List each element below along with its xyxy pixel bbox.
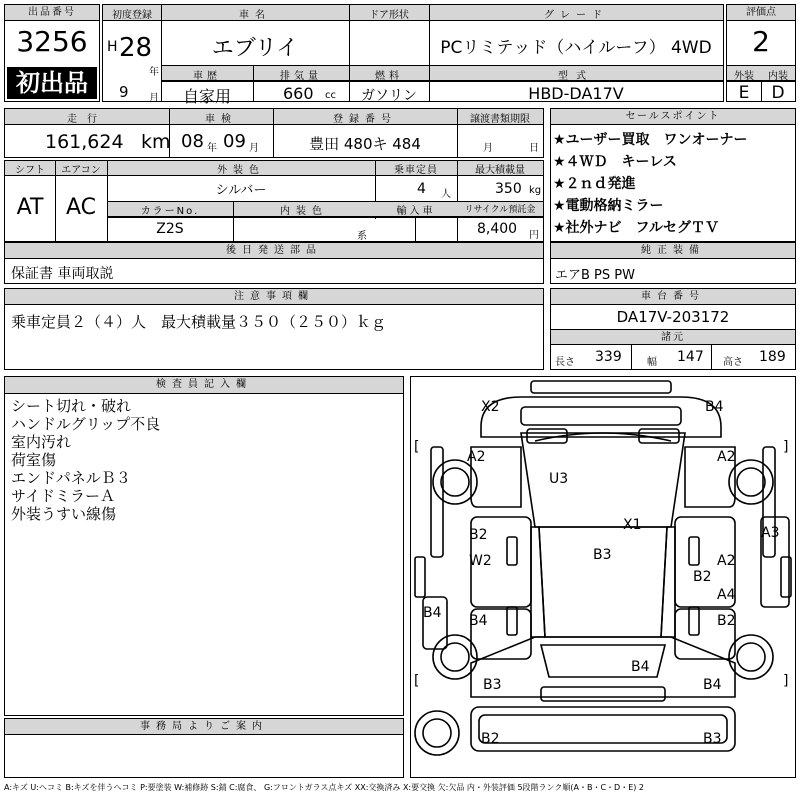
office-box — [4, 718, 404, 778]
aircon: AC — [65, 195, 97, 220]
plate-label: 登録番号 — [333, 114, 397, 125]
recycle: 8,400 — [477, 221, 518, 237]
damage-mark-a2: A2 — [717, 449, 736, 465]
chassis-box — [550, 288, 796, 370]
transfer-label: 譲渡書類期限 — [470, 114, 530, 125]
damage-mark-b4: B4 — [703, 677, 722, 693]
damage-mark-a2: A2 — [717, 553, 736, 569]
inspection-year-unit: 年 — [207, 143, 217, 154]
import-label: 輸入車 — [396, 206, 436, 217]
mileage-row — [4, 108, 544, 158]
damage-mark-a3: A3 — [761, 525, 780, 541]
shift-label: シフト — [15, 165, 45, 176]
aircon-label: エアコン — [61, 165, 101, 176]
first-reg-month-unit: 月 — [149, 93, 159, 104]
capacity-unit: 人 — [441, 189, 451, 200]
sales-points-label: セールスポイント — [551, 109, 795, 125]
inspection-month-unit: 月 — [249, 143, 259, 154]
equipment-box — [550, 242, 796, 284]
recycle-label: リサイクル預託金 — [464, 205, 536, 215]
exterior-label: 外装 — [734, 71, 754, 82]
damage-mark-x1: X1 — [623, 517, 642, 533]
mileage-label: 走行 — [67, 114, 107, 125]
model: HBD-DA17V — [528, 84, 624, 103]
inspector-line: サイドミラーＡ — [11, 487, 115, 505]
width: 147 — [677, 349, 704, 365]
sales-points-box — [550, 108, 796, 242]
first-reg-year-unit: 年 — [149, 67, 159, 78]
notes-box — [4, 288, 544, 370]
mileage: 161,624 — [45, 131, 124, 153]
damage-mark-b2: B2 — [481, 731, 500, 747]
damage-mark-b4: B4 — [631, 659, 650, 675]
damage-mark-w2: W2 — [469, 553, 492, 569]
ext-color: シルバー — [215, 183, 267, 198]
displacement-unit: cc — [325, 90, 336, 101]
plate: 豊田 480キ 484 — [309, 135, 421, 153]
transfer-day-unit: 日 — [529, 143, 539, 154]
max-load-unit: kg — [529, 185, 542, 196]
displacement-label: 排気量 — [280, 71, 322, 82]
fuel: ガソリン — [361, 88, 417, 104]
inspection-year: 08 — [181, 131, 204, 152]
history: 自家用 — [182, 87, 231, 106]
legend-text: A:キズ U:ヘコミ B:キズを伴うヘコミ P:要塗装 W:補修跡 S:錆 C:腐食、 G:フロントガラス点キズ XX:交換済み X:要交換 欠:欠品 内・外装評価 5段階ランク順(A・B・C・D・E) 2 — [4, 783, 645, 792]
later-parts: 保証書 車両取説 — [11, 266, 114, 282]
damage-mark-b4: B4 — [423, 605, 442, 621]
car-outline — [411, 377, 795, 777]
height-label: 高さ — [723, 357, 743, 368]
office-label: 事務局よりご案内 — [5, 719, 403, 735]
equipment-label: 純正装備 — [551, 243, 795, 259]
color-no-label: カラーNo. — [140, 206, 200, 217]
first-reg-month: 9 — [119, 83, 129, 101]
door-label: ドア形状 — [369, 10, 409, 21]
lot-number-box — [4, 4, 100, 102]
notes-label: 注意事項欄 — [5, 289, 543, 305]
model-label: 型式 — [558, 71, 594, 82]
capacity-label: 乗車定員 — [394, 165, 438, 176]
inspection-month: 09 — [223, 131, 246, 152]
interior-grade: D — [771, 83, 785, 103]
first-reg-label: 初度登録 — [112, 10, 152, 21]
sales-point-item: ★社外ナビ フルセグＴＶ — [553, 220, 719, 236]
fuel-label: 燃料 — [375, 71, 403, 82]
inspector-box — [4, 376, 404, 716]
damage-mark-u3: U3 — [549, 471, 569, 487]
inspector-line: 外装うすい線傷 — [11, 505, 117, 523]
height: 189 — [759, 349, 786, 365]
later-parts-box — [4, 242, 544, 284]
car-diagram — [410, 376, 796, 778]
damage-mark-x2: X2 — [481, 399, 500, 415]
score-box — [726, 4, 796, 102]
exterior-grade: E — [738, 83, 750, 103]
score-label: 評価点 — [727, 5, 795, 21]
mileage-unit: km — [141, 131, 171, 153]
interior-label: 内装 — [768, 71, 788, 82]
max-load: 350 — [495, 181, 522, 197]
recycle-unit: 円 — [529, 230, 539, 241]
inspector-label: 検査員記入欄 — [5, 377, 403, 394]
shift: AT — [16, 195, 44, 220]
history-label: 車歴 — [193, 71, 221, 82]
transfer-month-unit: 月 — [483, 143, 493, 154]
grade-label: グレード — [544, 10, 608, 21]
bracket-right-rear: ] — [783, 673, 789, 689]
sales-point-item: ★電動格納ミラー — [553, 198, 664, 214]
first-reg-year: 28 — [119, 33, 153, 63]
inspector-line: シート切れ・破れ — [11, 397, 132, 415]
damage-mark-b4: B4 — [705, 399, 724, 415]
bracket-right-front: ] — [783, 439, 789, 455]
damage-mark-b3: B3 — [483, 677, 502, 693]
damage-mark-b2: B2 — [469, 527, 488, 543]
inspector-line: 荷室傷 — [11, 451, 57, 469]
inspector-line: 室内汚れ — [11, 433, 72, 451]
inspector-line: エンドパネルＢ３ — [11, 469, 131, 487]
ext-color-label: 外装色 — [217, 165, 265, 176]
damage-mark-b3: B3 — [703, 731, 722, 747]
sales-point-item: ★ユーザー買取 ワンオーナー — [553, 132, 748, 148]
length-label: 長さ — [555, 357, 575, 368]
damage-mark-a2: A2 — [467, 449, 486, 465]
first-listing-badge: 初出品 — [7, 67, 97, 99]
width-label: 幅 — [647, 357, 657, 368]
inspection-label: 車検 — [205, 114, 237, 125]
score: 2 — [752, 25, 770, 58]
lot-number-label: 出品番号 — [5, 5, 99, 21]
sales-point-item: ★４ＷＤ キーレス — [553, 154, 677, 170]
dims-label: 諸元 — [551, 330, 795, 345]
damage-mark-b3: B3 — [593, 547, 612, 563]
lot-number: 3256 — [16, 25, 88, 58]
chassis-label: 車台番号 — [551, 289, 795, 305]
grade: PCリミテッド（ハイルーフ） 4WD — [440, 38, 712, 58]
first-reg-era: H — [107, 39, 118, 55]
notes: 乗車定員２（４）人 最大積載量３５０（２５０）ｋｇ — [11, 313, 387, 331]
equipment: エアB PS PW — [555, 268, 635, 283]
bracket-left-front: [ — [414, 439, 420, 455]
chassis-number: DA17V-203172 — [616, 308, 730, 326]
damage-mark-a4: A4 — [717, 587, 736, 603]
displacement: 660 — [283, 84, 314, 103]
header-info-box — [102, 4, 724, 106]
later-parts-label: 後日発送部品 — [5, 243, 543, 259]
capacity: 4 — [417, 181, 426, 197]
color-no: Z2S — [156, 221, 184, 237]
car-name-label: 車名 — [239, 10, 271, 21]
car-name: エブリイ — [211, 36, 299, 61]
bracket-left-rear: [ — [414, 673, 420, 689]
inspector-line: ハンドルグリップ不良 — [11, 415, 161, 433]
damage-mark-b2: B2 — [693, 569, 712, 585]
max-load-label: 最大積載量 — [475, 165, 525, 176]
specs-box — [4, 160, 544, 242]
sales-point-item: ★２ｎｄ発進 — [553, 176, 636, 192]
damage-mark-b2: B2 — [717, 613, 736, 629]
int-color-suffix: 系 — [357, 231, 367, 242]
length: 339 — [595, 349, 622, 365]
damage-mark-b4: B4 — [469, 613, 488, 629]
int-color-label: 内装色 — [280, 206, 328, 217]
